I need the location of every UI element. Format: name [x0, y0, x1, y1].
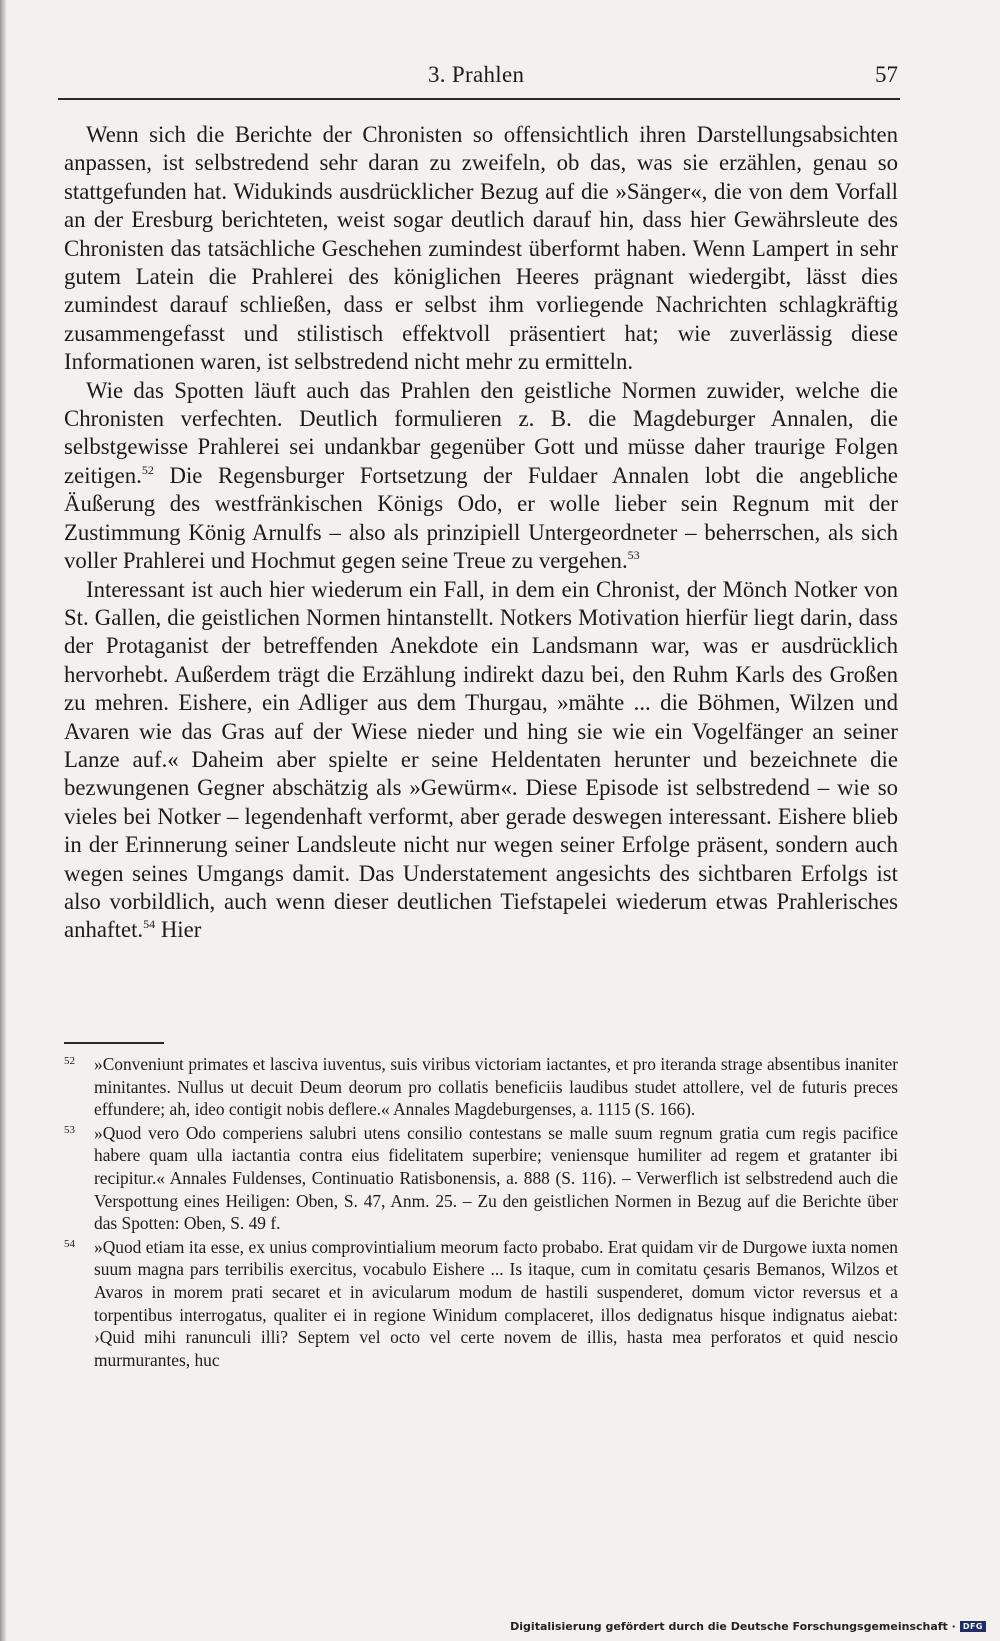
footnote-ref-52[interactable]: 52	[141, 462, 154, 477]
credit-text: Digitalisierung gefördert durch die Deutsche Forschungsgemeinschaft ·	[510, 1620, 956, 1633]
footnote-text: »Conveniunt primates et lasciva iuventus, suis viribus victoriam iactantes, et pro iteranda strage absentibus inaniter minitantes. Nullus ut decuit Deum deorum pro collatis beneficiis laudibus studet attollere, vel de futuris preces effundere; ah, ideo contigit nobis deflere.« Annales Magdeburgenses, a. 1115 (S. 166).	[94, 1054, 898, 1120]
paragraph-3	[64, 576, 898, 945]
footnote-ref-53[interactable]: 53	[627, 548, 640, 563]
paragraph-2-text-a: Wie das Spotten läuft auch das Prahlen den geistliche Normen zuwider, welche die Chronisten verfechten. Deutlich formulieren z. B. die Magdeburger Annalen, die selbstgewisse Prahlerei sei undankbar gegenüber Gott und müsse daher traurige Folgen zeitigen.	[64, 377, 898, 488]
digitization-credit	[510, 1620, 986, 1633]
header-rule	[58, 98, 900, 100]
footnote-number: 53	[64, 1123, 75, 1136]
paragraph-3-text-b: Hier	[155, 917, 202, 943]
footnote-number: 54	[64, 1237, 75, 1250]
paragraph-2-text-b: Die Regensburger Fortsetzung der Fuldaer Annalen lobt die angebliche Äußerung des westfränkischen Königs Odo, er wolle lieber sein Regnum mit der Zustimmung König Arnulfs – also als prinzipiell Untergeordneter – beherrschen, als sich voller Prahlerei und Hochmut gegen seine Treue zu vergehen.	[64, 462, 898, 574]
footnote-ref-54[interactable]: 54	[143, 917, 156, 932]
footnote-number: 52	[64, 1055, 75, 1067]
footnotes	[64, 1053, 898, 1372]
dfg-logo: DFG	[960, 1621, 986, 1632]
footnote-text: »Quod vero Odo comperiens salubri utens consilio contestans se malle suum regnum gratia cum regis pacifice habere quam ulla iactantia contra eius fidelitatem superbire; veniensque humiliter ad regem et gratanter ibi recipitur.« Annales Fuldenses, Continuatio Ratisbonensis, a. 888 (S. 116). – Verwerflich ist selbstredend auch die Verspottung eines Heiligen: Oben, S. 47, Anm. 25. – Zu den geistlichen Normen in Bezug auf die Berichte über das Spotten: Oben, S. 49 f.	[94, 1122, 898, 1234]
footnote-52	[64, 1053, 898, 1121]
footnote-separator	[64, 1042, 164, 1044]
paragraph-1: Wenn sich die Berichte der Chronisten so offensichtlich ihren Darstellungsabsichten anpassen, ist selbstredend sehr daran zu zweifeln, ob das, was sie erzählen, genau so stattgefunden hat. Widukinds ausdrücklicher Bezug auf die »Sänger«, die von dem Vorfall an der Eresburg berichteten, weist sogar deutlich darauf hin, dass hier Gewährsleute des Chronisten das tatsächliche Geschehen zumindest überformt haben. Wenn Lampert in sehr gutem Latein die Prahlerei des königlichen Heeres prägnant wiedergibt, lässt dies zumindest darauf schließen, dass er selbst ihm vorliegende Nachrichten schlagkräftig zusammengefasst und stilistisch effektvoll präsentiert hat; wie zuverlässig diese Informationen waren, ist selbstredend nicht mehr zu ermitteln.	[64, 122, 898, 375]
paragraph-3-text-a: Interessant ist auch hier wiederum ein Fall, in dem ein Chronist, der Mönch Notker von St. Gallen, die geistlichen Normen hintanstellt. Notkers Motivation hierfür liegt darin, dass der Protaganist der betreffenden Anekdote ein Landsmann war, was er ausdrücklich hervorhebt. Außerdem trägt die Erzählung indirekt dazu bei, den Ruhm Karls des Großen zu mehren. Eishere, ein Adliger aus dem Thurgau, »mähte ... die Böhmen, Wilzen und Avaren wie das Gras auf der Wiese nieder und hing sie wie ein Vogelfänger an seiner Lanze auf.« Daheim aber spielte er seine Heldentaten herunter und bezeichnete die bezwungenen Gegner abschätzig als »Gewürm«. Diese Episode ist selbstredend – wie so vieles bei Notker – legendenhaft verformt, aber gerade deswegen interessant. Eishere blieb in der Erinnerung seiner Landsleute nicht nur wegen seiner Erfolge präsent, sondern auch wegen seines Umgangs damit. Das Understatement angesichts des sichtbaren Erfolgs ist also vorbildlich, auch wenn dieser deutlichen Tiefstapelei wiederum etwas Prahlerisches anhaftet.	[64, 576, 898, 943]
footnote-53	[64, 1122, 898, 1235]
page-number: 57	[875, 62, 898, 87]
paragraph-2	[64, 377, 898, 576]
running-header	[60, 62, 898, 98]
main-text	[64, 121, 898, 945]
chapter-title: 3. Prahlen	[428, 62, 525, 87]
footnote-text: »Quod etiam ita esse, ex unius comprovintialium meorum facto probabo. Erat quidam vir de Durgowe iuxta nomen suum magna pars terribilis exercitus, vocabulo Eishere ... Is itaque, cum in comitatu çesaris Bemanos, Wilzos et Avaros in morem prati secaret et in avicularum modum de hastili suspenderet, domum victor reversus et a torpentibus interrogatus, qualiter ei in regione Winidum complaceret, illos dedignatus hisque indignatus aiebat: ›Quid mihi ranunculi illi? Septem vel octo vel certe novem de illis, hasta mea perforatos et quid nescio murmurantes, huc	[94, 1236, 898, 1370]
footnote-54	[64, 1236, 898, 1372]
